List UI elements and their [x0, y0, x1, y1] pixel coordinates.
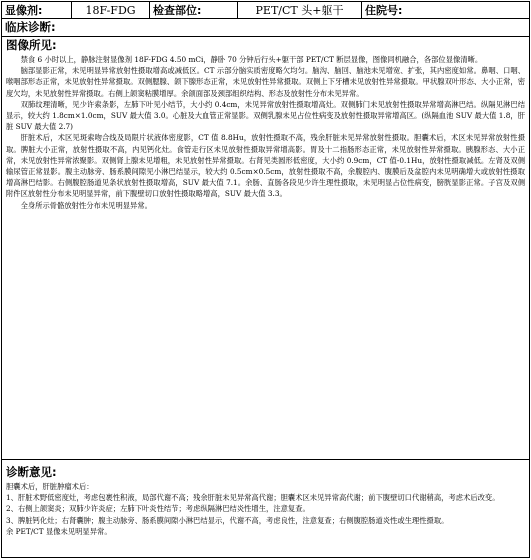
clinical-diagnosis-row [2, 19, 529, 37]
conclusion-section [2, 464, 529, 537]
findings-section [2, 37, 529, 460]
conclusion-line: 1、肝脏术野低密度灶，考虑包裹性积液，局部代谢不高；残余肝脏未见异常高代谢；胆囊术区未见异常高代谢；前下腹壁切口代谢稍高，考虑术后改变。 [6, 493, 500, 503]
site-value: PET/CT 头+躯干 [238, 2, 362, 18]
conclusion-line: 3、脾脏钙化灶；右肾囊肿；腹主动脉旁、肠系膜间隙小淋巴结显示，代谢不高，考虑良性，注意复查；右侧腹腔肠道炎性或生理性摄取。 [6, 515, 449, 525]
report-page [1, 1, 530, 558]
conclusion-line: 余 PET/CT 显像未见明显异常。 [6, 526, 112, 536]
findings-paragraph: 全身所示骨骼放射性分布未见明显异常。 [20, 200, 152, 210]
conclusion-title: 诊断意见: [6, 465, 57, 479]
conclusion-line: 胆囊术后，肝脏肿瘤术后： [6, 482, 94, 491]
clinical-diagnosis-label-text: 临床诊断: [5, 20, 56, 34]
tracer-label: 显像剂: [2, 2, 72, 18]
findings-paragraph: 脑部显影正常，未见明显异常放射性摄取增高或减低区。CT 示部分脑实质密度略欠均匀。脑沟、脑回、脑池未见增宽、扩张，其内密度如常。鼻咽、口咽、喉咽部形态正常，未见放射性异常摄取。双侧腮腺、颌下腺形态正常，未见放射性异常摄取。双侧上下牙槽未见放射性异常摄取。甲状腺双叶形态、大小正常，密度欠均，未见放射性异常摄取。右侧上颌窦粘膜增厚。余颌面部及颈部组织结构、形态及放射性分布未见异常。 [6, 66, 525, 98]
inpatient-label [362, 2, 529, 18]
tracer-value: 18F-FDG [72, 2, 150, 18]
inpatient-label-text: 住院号: [365, 4, 403, 17]
report-header [2, 2, 529, 19]
findings-paragraph: 肝脏术后，术区见斑索吻合线及局限片状液体密度影，CT 值 8.8Hu，放射性摄取不高，残余肝脏未见异常放射性摄取。胆囊术后，术区未见异常放射性摄取。脾脏大小正常，放射性摄取不高，内见钙化灶。食管走行区未见放射性摄取异常增高影。胃及十二指肠形态正常，未见放射性异常摄取。胰腺形态、大小正常，未见放射性异常浓聚影。双侧肾上腺未见增粗，未见放射性异常摄取。右肾见类圆形低密度，大小约 0.9cm，CT 值-0.1Hu，放射性摄取减低。左肾及双侧输尿管正常显影。腹主动脉旁、肠系膜间隙见小淋巴结显示，较大约 0.5cm×0.5cm，放射性摄取不高，余腹腔内、腹膜后及盆腔内未见明确增大或放射性摄取增高淋巴结影。右侧腹腔肠道见条状放射性摄取增高，SUV 最大值 7.1。余肠、直肠各段见少许生理性摄取，未见明显占位性病变，膀胱显影正常。子宫及双侧附件区放射性分布未见明显异常，前下腹壁切口放射性摄取略增高，SUV 最大值 3.3。 [6, 133, 525, 199]
conclusion-line: 2、右侧上颌窦炎；双肺少许炎症；左肺下叶炎性结节；考虑纵隔淋巴结炎性增生，注意复查。 [6, 504, 310, 514]
findings-paragraph: 双肺纹理清晰，见少许索条影，左肺下叶见小结节，大小约 0.4cm，未见异常放射性摄取增高灶。双侧肺门未见放射性摄取异常增高淋巴结。纵隔见淋巴结显示，较大约 1.8cm×1.0cm，SUV 最大值 3.0。心脏及大血管正常显影。双侧乳腺未见占位性病变及放射性摄取异常增高区。(纵隔血池 SUV 最大值 1.8，肝脏 SUV 最大值 2.7) [6, 99, 525, 132]
findings-paragraph: 禁食 6 小时以上，静脉注射显像剂 18F-FDG 4.50 mCi，静卧 70 分钟后行头+躯干部 PET/CT 断层显像，图像同机融合，各部位显像清晰。 [20, 55, 483, 64]
site-label: 检查部位: [150, 2, 238, 18]
findings-title: 图像所见: [6, 38, 57, 52]
clinical-diagnosis-label [2, 19, 529, 36]
